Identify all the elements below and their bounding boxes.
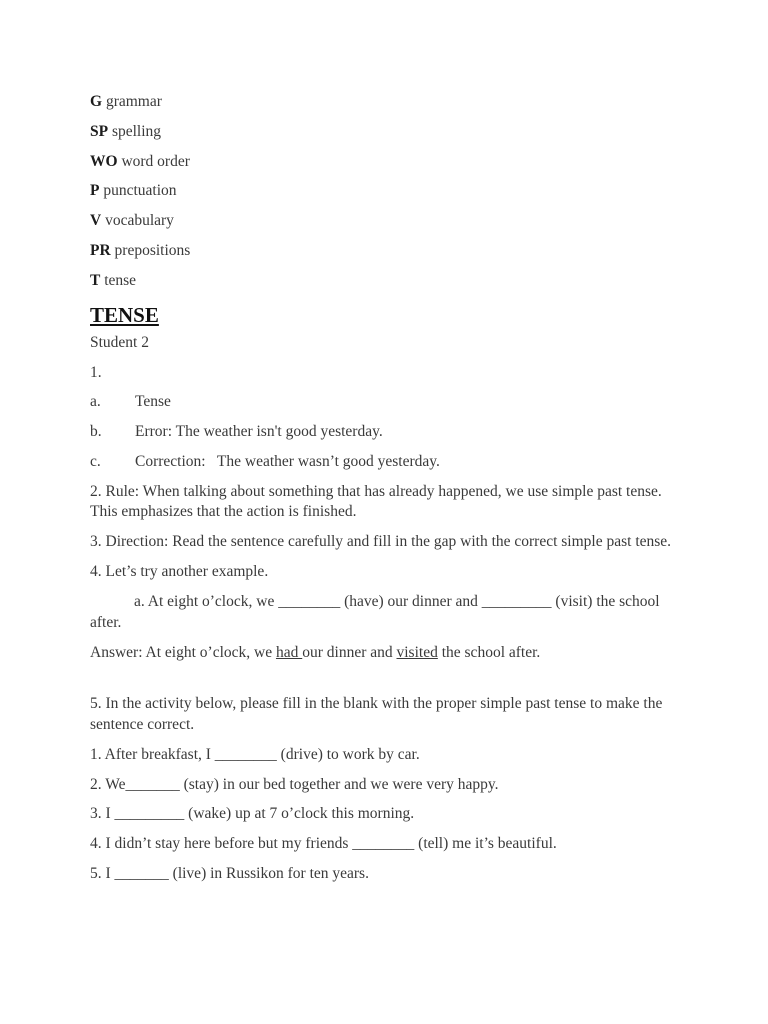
legend-item-punctuation xyxy=(90,181,680,201)
spacer xyxy=(90,672,680,694)
legend-code: T xyxy=(90,271,101,289)
legend-code: P xyxy=(90,182,100,200)
example-intro: 4. Let’s try another example. xyxy=(90,563,269,581)
legend-label: grammar xyxy=(105,93,162,110)
answer-word-had: had xyxy=(275,643,303,661)
question-number: 1. xyxy=(90,363,102,381)
rule-paragraph: 2. Rule: When talking about something that has already happened, we use simple past tense. This emphasizes that the action is finished. xyxy=(90,482,662,521)
legend-item-vocabulary xyxy=(90,211,680,231)
legend-code: V xyxy=(90,212,102,230)
item-letter: a. xyxy=(90,393,101,411)
exercise-item: 2. We_______ (stay) in our bed together and we were very happy. xyxy=(90,775,499,793)
answer-middle: our dinner and xyxy=(302,643,397,661)
list-item xyxy=(90,422,680,442)
item-text: Error: The weather isn't good yesterday. xyxy=(135,423,383,441)
item-letter: b. xyxy=(90,423,102,441)
legend-item-prepositions xyxy=(90,241,680,261)
example-sentence-start: a. At eight o’clock, we ________ (have) our dinner and _________ (visit) the xyxy=(134,593,616,611)
answer-word-visited: visited xyxy=(396,643,438,661)
list-item xyxy=(90,392,680,412)
answer-line xyxy=(90,643,680,663)
legend-code: SP xyxy=(90,122,109,140)
direction-paragraph: 3. Direction: Read the sentence carefully and fill in the gap with the correct simple past tense. xyxy=(90,533,672,551)
legend-item-grammar xyxy=(90,92,680,112)
student-label: Student 2 xyxy=(90,333,149,351)
document-body xyxy=(90,92,680,894)
abbreviation-legend xyxy=(90,92,680,291)
exercise-item: 3. I _________ (wake) up at 7 o’clock this morning. xyxy=(90,805,415,823)
answer-suffix: the school after. xyxy=(437,643,541,661)
legend-label: tense xyxy=(104,271,137,289)
legend-item-spelling xyxy=(90,122,680,142)
item-letter: c. xyxy=(90,452,101,470)
example-sentence xyxy=(90,592,680,633)
legend-label: prepositions xyxy=(114,241,191,259)
exercise-item: 4. I didn’t stay here before but my friends ________ (tell) me it’s beautiful. xyxy=(90,835,557,853)
list-item xyxy=(90,452,680,472)
item-text: Correction: The weather wasn’t good yesterday. xyxy=(135,452,440,470)
section-title: TENSE xyxy=(90,302,159,327)
legend-label: punctuation xyxy=(103,182,177,200)
legend-item-word-order xyxy=(90,152,680,172)
legend-code: WO xyxy=(90,152,118,170)
legend-item-tense xyxy=(90,271,680,291)
legend-code: G xyxy=(90,93,103,110)
example-sentence-end: school after. xyxy=(90,593,660,631)
answer-prefix: Answer: At eight o’clock, we xyxy=(90,643,276,661)
item-text: Tense xyxy=(135,393,171,411)
activity-intro: 5. In the activity below, please fill in the blank with the proper simple past tense to make the sentence correct. xyxy=(90,695,663,733)
exercise-item: 5. I _______ (live) in Russikon for ten years. xyxy=(90,865,369,883)
legend-code: PR xyxy=(90,241,111,259)
legend-label: word order xyxy=(121,152,190,170)
legend-label: vocabulary xyxy=(105,212,174,230)
exercise-item: 1. After breakfast, I ________ (drive) to work by car. xyxy=(90,745,420,763)
legend-label: spelling xyxy=(111,122,162,140)
